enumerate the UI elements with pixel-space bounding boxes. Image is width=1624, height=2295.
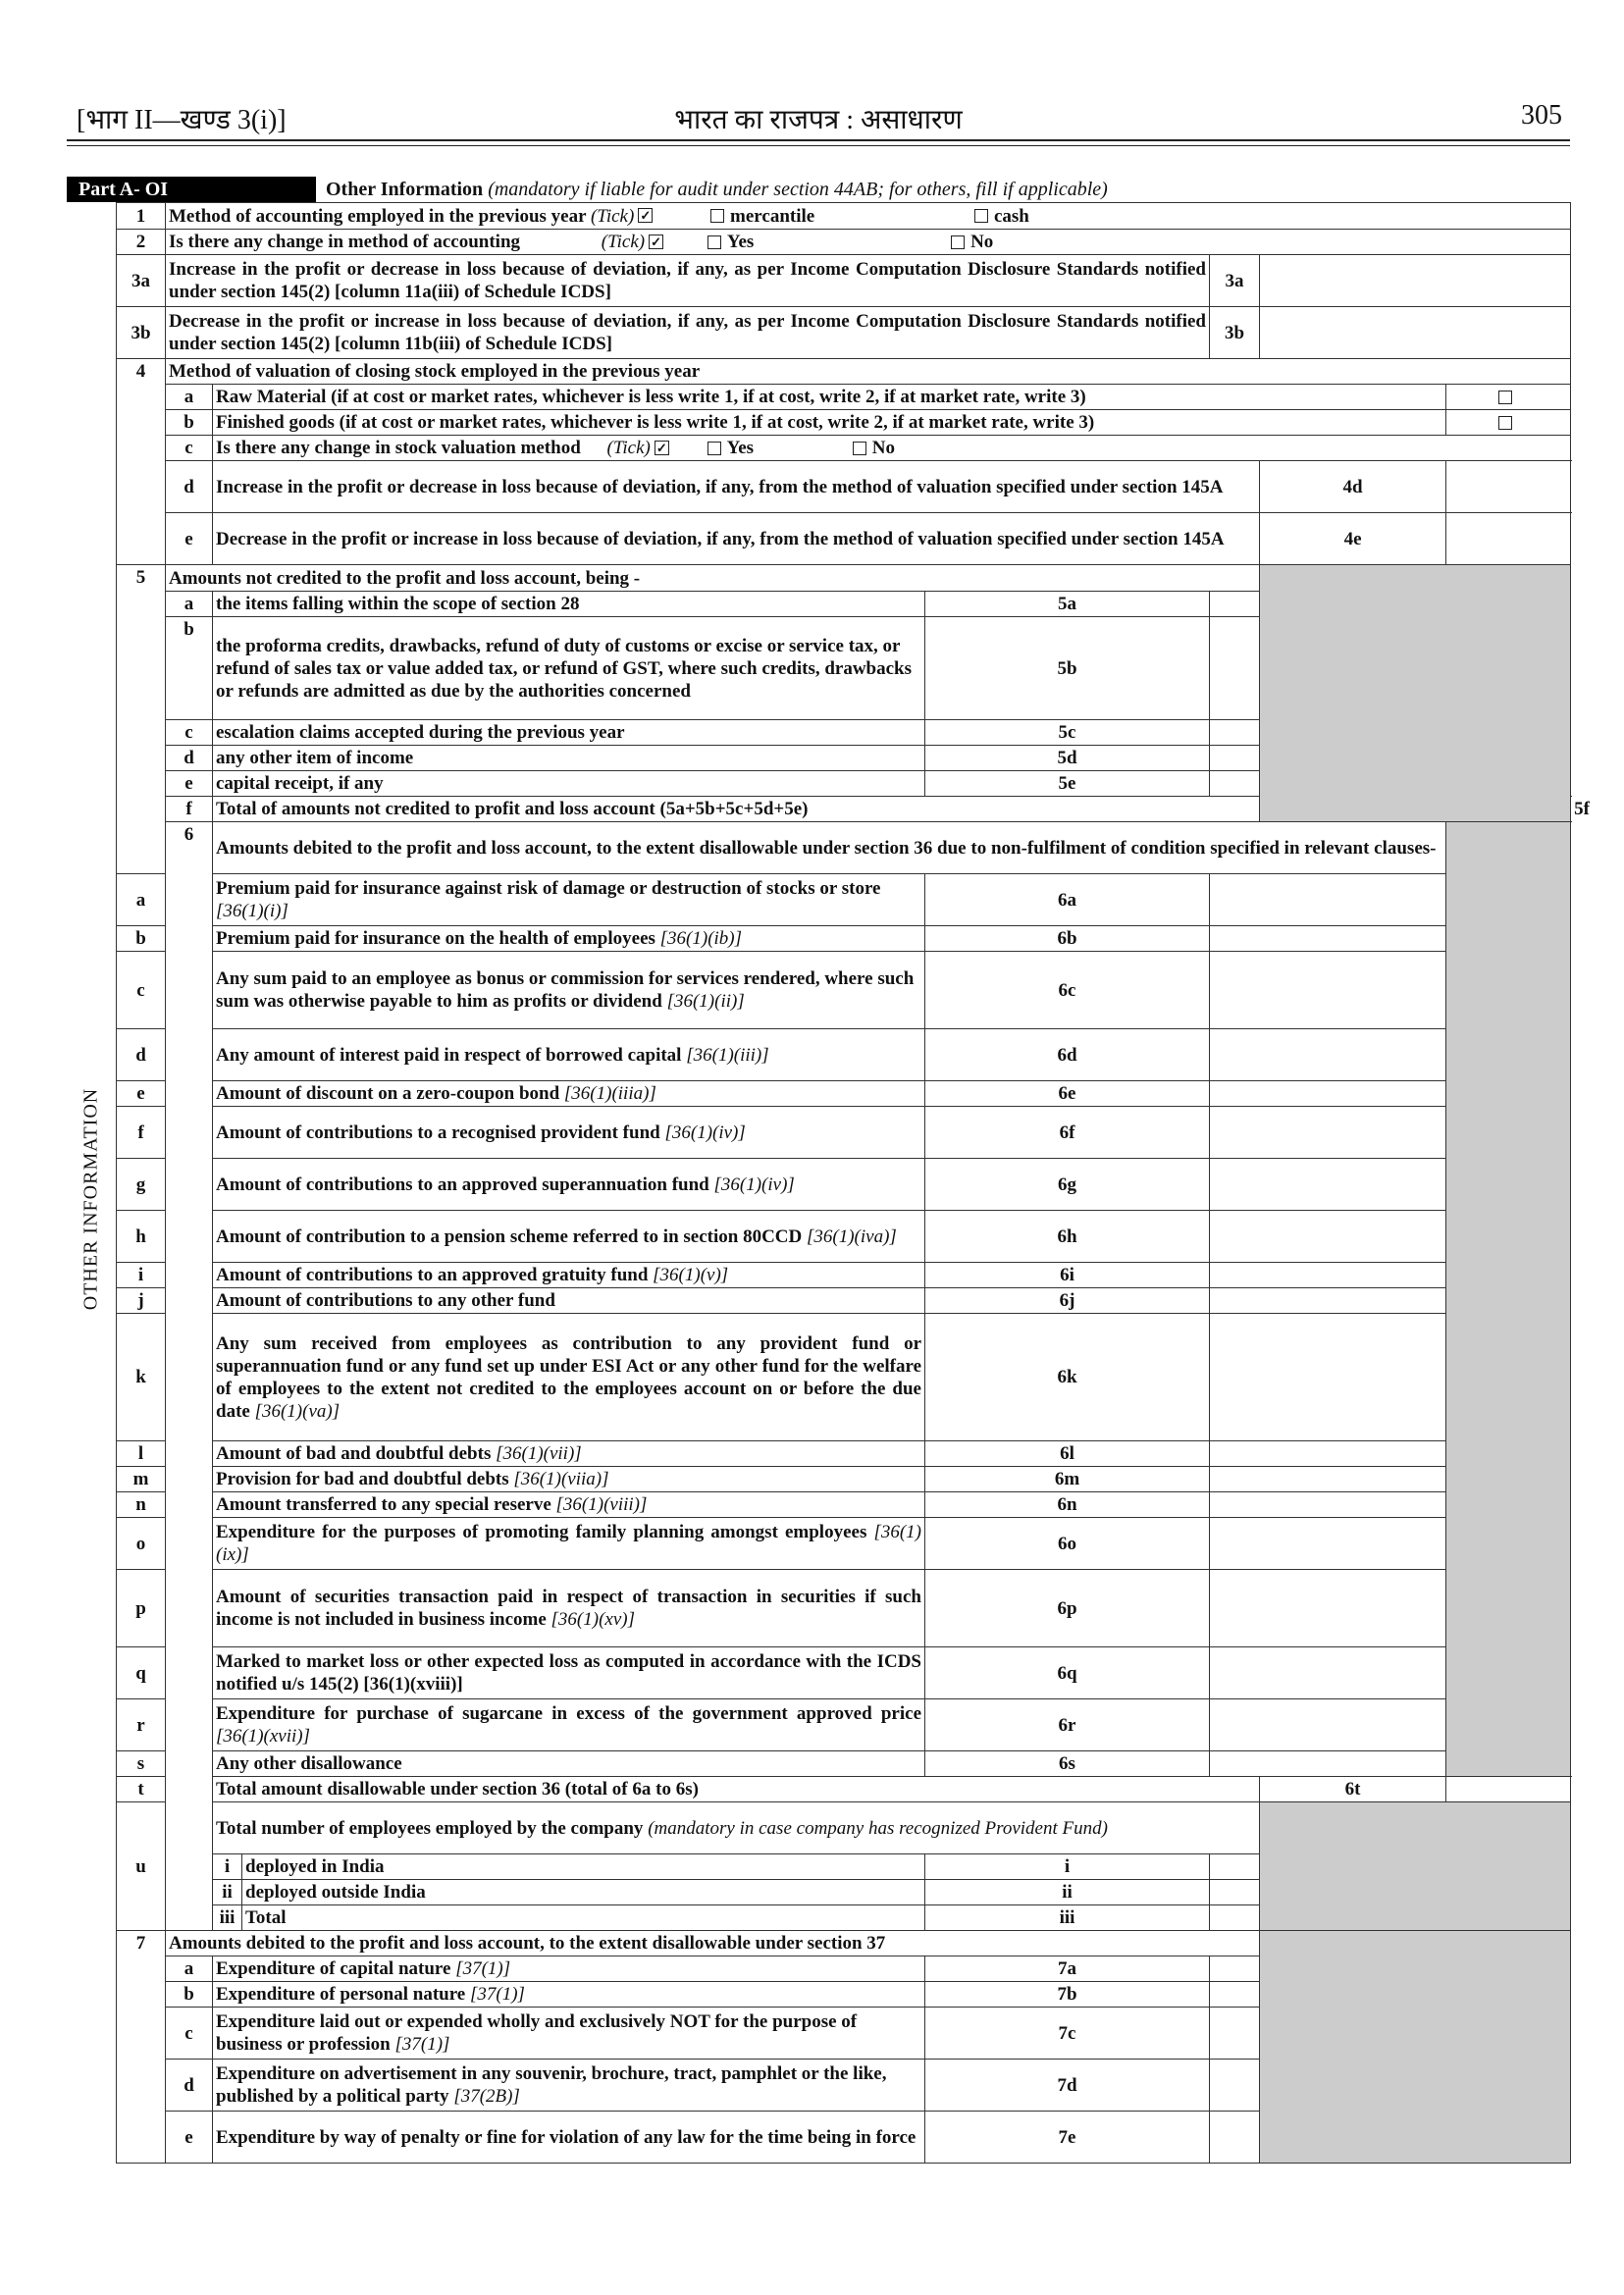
section-title: Other Information (mandatory if liable for audit under section 44AB; for others, fill if applicable) (326, 179, 1108, 200)
value-field-7b[interactable] (1210, 1982, 1446, 2008)
field-ref: 3a (1210, 255, 1260, 307)
yes-checkbox[interactable] (707, 442, 721, 455)
row-3a: 3a Increase in the profit or decrease in loss because of deviation, if any, as per Income Computation Disclosure Standards notified under section 145(2) [column 11a(iii) of Schedule ICDS] 3a (117, 255, 1571, 307)
row-5d: d any other item of income 5d (117, 746, 1571, 771)
value-field-6n[interactable] (1210, 1492, 1446, 1518)
value-field-6u-i[interactable] (1210, 1854, 1260, 1880)
row-6t: t Total amount disallowable under section 36 (total of 6a to 6s) 6t (117, 1777, 1571, 1802)
value-field-5a[interactable] (1210, 592, 1446, 617)
row-2: 2 Is there any change in method of accounting (Tick) ✓ Yes No (117, 230, 1571, 255)
section-note: (mandatory if liable for audit under section 44AB; for others, fill if applicable) (488, 179, 1108, 200)
header-section: [भाग II—खण्ड 3(i)] (77, 105, 287, 135)
row-6: 6 Amounts debited to the profit and loss account, to the extent disallowable under section 36 due to non-fulfilment of condition specified in relevant clauses- (117, 822, 1571, 874)
value-field-6e[interactable] (1210, 1081, 1446, 1107)
no-checkbox[interactable] (951, 235, 965, 249)
row-text: Method of valuation of closing stock employed in the previous year (166, 359, 1571, 385)
value-field-6j[interactable] (1210, 1288, 1446, 1314)
side-label: OTHER INFORMATION (79, 1087, 102, 1311)
value-field-6q[interactable] (1210, 1647, 1446, 1699)
value-field-7c[interactable] (1210, 2008, 1446, 2060)
row-3b: 3b Decrease in the profit or increase in loss because of deviation, if any, as per Income Computation Disclosure Standards notified under section 145(2) [column 11b(iii) of Schedule ICDS] 3b (117, 307, 1571, 359)
cash-checkbox[interactable] (974, 209, 988, 223)
value-field-3a[interactable] (1260, 255, 1571, 307)
row-4d: d Increase in the profit or decrease in loss because of deviation, if any, from the method of valuation specified under section 145A 4d (117, 461, 1571, 513)
page-header (67, 96, 1570, 135)
row-6r: r Expenditure for purchase of sugarcane in excess of the government approved price [36(1)(xvii)] 6r (117, 1699, 1571, 1751)
value-field-4d[interactable] (1446, 461, 1571, 513)
row-6e: e Amount of discount on a zero-coupon bond [36(1)(iiia)] 6e (117, 1081, 1571, 1107)
row-6u-ii: ii deployed outside India ii (117, 1880, 1571, 1905)
value-field-7a[interactable] (1210, 1956, 1446, 1982)
row-1: 1 Method of accounting employed in the previous year (Tick) ✓ mercantile cash (117, 203, 1571, 230)
checkbox-checked-icon[interactable]: ✓ (638, 208, 653, 223)
value-field-3b[interactable] (1260, 307, 1571, 359)
value-field-7e[interactable] (1210, 2112, 1446, 2164)
value-field-6k[interactable] (1210, 1314, 1446, 1441)
row-text: Amounts debited to the profit and loss account, to the extent disallowable under section 37 (166, 1931, 1260, 1956)
row-5c: c escalation claims accepted during the previous year 5c (117, 720, 1571, 746)
value-field-5b[interactable] (1210, 617, 1446, 720)
value-field-6h[interactable] (1210, 1211, 1446, 1263)
row-5a: a the items falling within the scope of section 28 5a (117, 592, 1571, 617)
raw-material-box[interactable] (1498, 391, 1512, 404)
value-field-7d[interactable] (1210, 2060, 1446, 2112)
row-6b: b Premium paid for insurance on the health of employees [36(1)(ib)] 6b (117, 926, 1571, 952)
value-field-6f[interactable] (1210, 1107, 1446, 1159)
value-field-5d[interactable] (1210, 746, 1446, 771)
row-6d: d Any amount of interest paid in respect of borrowed capital [36(1)(iii)] 6d (117, 1029, 1571, 1081)
row-6o: o Expenditure for the purposes of promoting family planning amongst employees [36(1)(ix)] 6o (117, 1518, 1571, 1570)
row-5f: f Total of amounts not credited to profit and loss account (5a+5b+5c+5d+5e) 5f (117, 797, 1571, 822)
yes-checkbox[interactable] (707, 235, 721, 249)
header-rule-thin (67, 145, 1570, 146)
checkbox-checked-icon[interactable]: ✓ (655, 441, 669, 455)
row-5b: b the proforma credits, drawbacks, refund of duty of customs or excise or service tax, or refund of sales tax or value added tax, or refund of GST, where such credits, drawbacks or refunds are admitted as due by the authorities concerned 5b (117, 617, 1571, 720)
value-field-5e[interactable] (1210, 771, 1446, 797)
value-field-6d[interactable] (1210, 1029, 1446, 1081)
part-label: Part A- OI (67, 177, 316, 202)
row-text: Amounts not credited to the profit and loss account, being - (166, 565, 1260, 592)
value-field-6a[interactable] (1210, 874, 1446, 926)
row-text: Increase in the profit or decrease in loss because of deviation, if any, as per Income Computation Disclosure Standards notified under section 145(2) [column 11a(iii) of Schedule ICDS] (166, 255, 1210, 307)
row-6i: i Amount of contributions to an approved gratuity fund [36(1)(v)] 6i (117, 1263, 1571, 1288)
row-text: Is there any change in method of accounting (169, 232, 521, 252)
row-6c: c Any sum paid to an employee as bonus or commission for services rendered, where such sum was otherwise payable to him as profits or dividend [36(1)(ii)] 6c (117, 952, 1571, 1029)
row-6q: q Marked to market loss or other expected loss as computed in accordance with the ICDS notified u/s 145(2) [36(1)(xviii)] 6q (117, 1647, 1571, 1699)
row-6s: s Any other disallowance 6s (117, 1751, 1571, 1777)
row-6u: u Total number of employees employed by the company (mandatory in case company has recognized Provident Fund) (117, 1802, 1571, 1854)
row-text: Method of accounting employed in the previous year (169, 205, 587, 227)
header-gazette-title: भारत का राजपत्र : असाधारण (674, 105, 963, 135)
row-6f: f Amount of contributions to a recognised provident fund [36(1)(iv)] 6f (117, 1107, 1571, 1159)
row-6j: j Amount of contributions to any other fund 6j (117, 1288, 1571, 1314)
row-number: 2 (117, 230, 166, 255)
row-7a: a Expenditure of capital nature [37(1)] 7a (117, 1956, 1571, 1982)
header-rule (67, 139, 1570, 141)
other-information-table (116, 202, 1590, 2164)
value-field-6i[interactable] (1210, 1263, 1446, 1288)
row-6m: m Provision for bad and doubtful debts [36(1)(viia)] 6m (117, 1467, 1571, 1492)
row-number: 1 (117, 203, 166, 230)
row-4b: b Finished goods (if at cost or market rates, whichever is less write 1, if at cost, write 2, if at market rate, write 3) (117, 410, 1571, 436)
form-title (67, 177, 1570, 202)
row-6u-iii: iii Total iii (117, 1905, 1571, 1931)
row-6p: p Amount of securities transaction paid in respect of transaction in securities if such income is not included in business income [36(1)(xv)] 6p (117, 1570, 1571, 1647)
value-field-6g[interactable] (1210, 1159, 1446, 1211)
value-field-4e[interactable] (1446, 513, 1571, 565)
value-field-6b[interactable] (1210, 926, 1446, 952)
row-5: 5 Amounts not credited to the profit and loss account, being - (117, 565, 1571, 592)
value-field-6l[interactable] (1210, 1441, 1446, 1467)
row-6g: g Amount of contributions to an approved superannuation fund [36(1)(iv)] 6g (117, 1159, 1571, 1211)
row-6l: l Amount of bad and doubtful debts [36(1)(vii)] 6l (117, 1441, 1571, 1467)
value-field-6u-ii[interactable] (1210, 1880, 1260, 1905)
checkbox-checked-icon[interactable]: ✓ (649, 235, 663, 249)
value-field-5c[interactable] (1210, 720, 1446, 746)
row-6a: a Premium paid for insurance against risk of damage or destruction of stocks or store [36(1)(i)] 6a (117, 874, 1571, 926)
value-field-6m[interactable] (1210, 1467, 1446, 1492)
no-checkbox[interactable] (853, 442, 866, 455)
row-4: 4 Method of valuation of closing stock employed in the previous year (117, 359, 1571, 385)
row-5e: e capital receipt, if any 5e (117, 771, 1571, 797)
value-field-6s[interactable] (1210, 1751, 1446, 1777)
row-7: 7 Amounts debited to the profit and loss account, to the extent disallowable under section 37 (117, 1931, 1571, 1956)
row-7e: e Expenditure by way of penalty or fine for violation of any law for the time being in force 7e (117, 2112, 1571, 2164)
row-4a: a Raw Material (if at cost or market rates, whichever is less write 1, if at cost, write 2, if at market rate, write 3) (117, 385, 1571, 410)
row-6n: n Amount transferred to any special reserve [36(1)(viii)] 6n (117, 1492, 1571, 1518)
value-field-6p[interactable] (1210, 1570, 1446, 1647)
row-text: Amounts debited to the profit and loss account, to the extent disallowable under section 36 due to non-fulfilment of condition specified in relevant clauses- (213, 822, 1446, 874)
row-6k: k Any sum received from employees as contribution to any provident fund or superannuation fund or any fund set up under ESI Act or any other fund for the welfare of employees to the extent not credited to the employees account on or before the due date [36(1)(va)] 6k (117, 1314, 1571, 1441)
value-field-6r[interactable] (1210, 1699, 1446, 1751)
row-7b: b Expenditure of personal nature [37(1)] 7b (117, 1982, 1571, 2008)
finished-goods-box[interactable] (1498, 416, 1512, 430)
row-6h: h Amount of contribution to a pension scheme referred to in section 80CCD [36(1)(iva)] 6h (117, 1211, 1571, 1263)
row-7c: c Expenditure laid out or expended wholly and exclusively NOT for the purpose of business or profession [37(1)] 7c (117, 2008, 1571, 2060)
row-text: Decrease in the profit or increase in loss because of deviation, if any, as per Income Computation Disclosure Standards notified under section 145(2) [column 11b(iii) of Schedule ICDS] (166, 307, 1210, 359)
value-field-6o[interactable] (1210, 1518, 1446, 1570)
field-ref: 3b (1210, 307, 1260, 359)
row-6u-i: i deployed in India i (117, 1854, 1571, 1880)
row-4e: e Decrease in the profit or increase in loss because of deviation, if any, from the method of valuation specified under section 145A 4e (117, 513, 1571, 565)
value-field-6u-iii[interactable] (1210, 1905, 1260, 1931)
row-4c: c Is there any change in stock valuation method (Tick) ✓ Yes No (117, 436, 1571, 461)
mercantile-checkbox[interactable] (710, 209, 724, 223)
page-number: 305 (1521, 100, 1562, 130)
value-field-6c[interactable] (1210, 952, 1446, 1029)
row-7d: d Expenditure on advertisement in any souvenir, brochure, tract, pamphlet or the like, published by a political party [37(2B)] 7d (117, 2060, 1571, 2112)
value-field-6t[interactable] (1446, 1777, 1571, 1802)
